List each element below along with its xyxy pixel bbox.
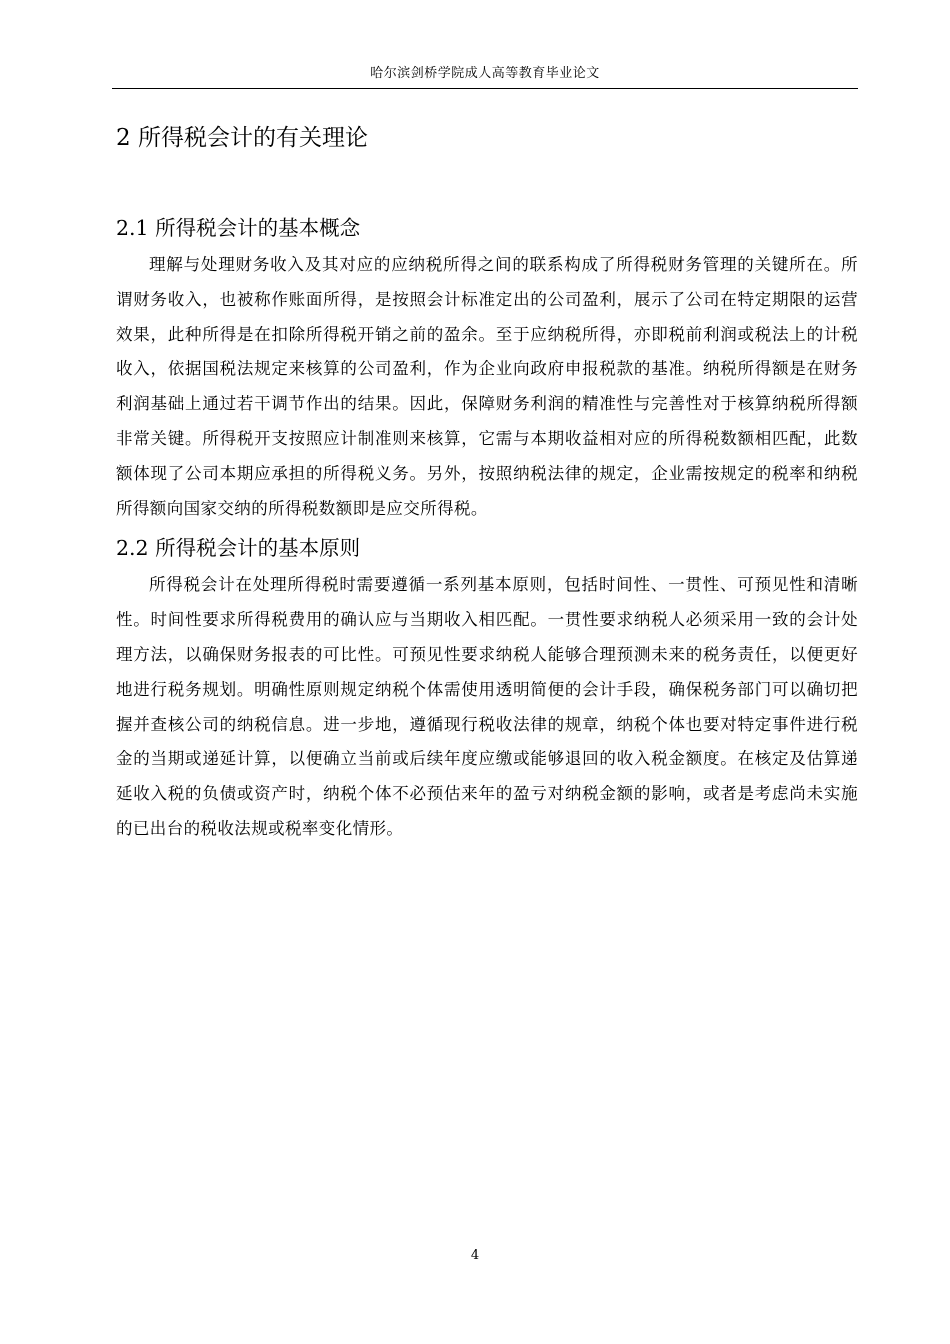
running-header: 哈尔滨剑桥学院成人高等教育毕业论文 [370, 66, 600, 81]
section-title-2-2: 2.2 所得税会计的基本原则 [116, 536, 361, 561]
header-rule [112, 88, 858, 89]
page-content [116, 118, 858, 847]
chapter-title: 2 所得税会计的有关理论 [116, 125, 368, 151]
page-number: 4 [470, 1248, 480, 1263]
section-title-2-1: 2.1 所得税会计的基本概念 [116, 216, 361, 240]
section-2-2-paragraph: 所得税会计在处理所得税时需要遵循一系列基本原则，包括时间性、一贯性、可预见性和清晰性。时间性要求所得税费用的确认应与当期收入相匹配。一贯性要求纳税人必须采用一致的会计处理方法，以确保财务报表的可比性。可预见性要求纳税人能够合理预测未来的税务责任，以便更好地进行税务规划。明确性原则规定纳税个体需使用透明简便的会计手段，确保税务部门可以确切把握并查核公司的纳税信息。进一步地，遵循现行税收法律的规章，纳税个体也要对特定事件进行税金的当期或递延计算，以便确立当前或后续年度应缴或能够退回的收入税金额度。在核定及估算递延收入税的负债或资产时，纳税个体不必预估来年的盈亏对纳税金额的影响，或者是考虑尚未实施的已出台的税收法规或税率变化情形。 [116, 575, 858, 838]
section-2-1-paragraph: 理解与处理财务收入及其对应的应纳税所得之间的联系构成了所得税财务管理的关键所在。所谓财务收入，也被称作账面所得，是按照会计标准定出的公司盈利，展示了公司在特定期限的运营效果，此种所得是在扣除所得税开销之前的盈余。至于应纳税所得，亦即税前利润或税法上的计税收入，依据国税法规定来核算的公司盈利，作为企业向政府申报税款的基准。纳税所得额是在财务利润基础上通过若干调节作出的结果。因此，保障财务利润的精准性与完善性对于核算纳税所得额非常关键。所得税开支按照应计制准则来核算，它需与本期收益相对应的所得税数额相匹配，此数额体现了公司本期应承担的所得税义务。另外，按照纳税法律的规定，企业需按规定的税率和纳税所得额向国家交纳的所得税数额即是应交所得税。 [116, 255, 858, 518]
